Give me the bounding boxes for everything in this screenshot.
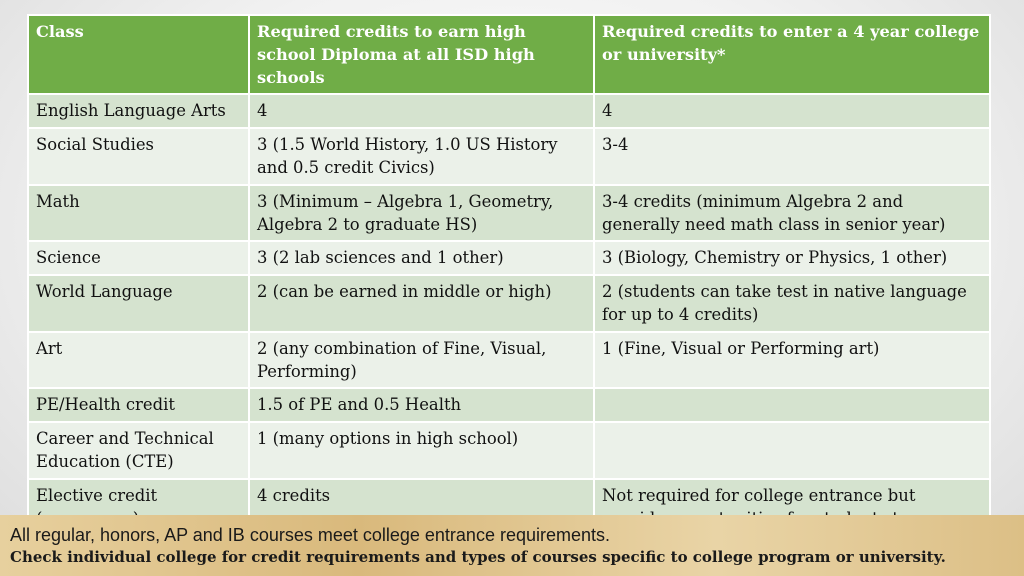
cell-line: Social Studies [36,135,154,155]
cell-class [28,241,249,275]
table-row [28,185,990,242]
cell-college-credits [594,128,990,185]
cell-class [28,94,249,128]
footer-banner [0,515,1024,576]
table-row [28,94,990,128]
footer-note: All regular, honors, AP and IB courses meet college entrance requirements. [10,525,611,545]
cell-hs-credits [249,241,594,275]
cell-line: World Language [36,282,173,302]
table-row [28,128,990,185]
cell-hs-credits [249,128,594,185]
cell-line: Math [36,191,80,211]
header-class: Class [28,15,249,94]
cell-class [28,185,249,242]
cell-line: 3-4 [602,135,629,155]
cell-line: 4 credits [257,485,331,505]
cell-line: and 0.5 credit Civics) [257,157,435,177]
cell-line: Performing) [257,361,357,381]
cell-class [28,128,249,185]
table-header-row [28,15,990,94]
cell-line: Algebra 2 to graduate HS) [257,214,478,234]
table-row [28,241,990,275]
cell-hs-credits [249,94,594,128]
cell-class [28,275,249,332]
table-row [28,422,990,479]
footer-advice: Check individual college for credit requirements and types of courses specific to college program or university. [10,548,946,566]
header-hs-credits: Required credits to earn high school Diploma at all ISD high schools [249,15,594,94]
cell-line: 3-4 credits (minimum Algebra 2 and [602,191,904,211]
cell-college-credits [594,185,990,242]
cell-line: 2 (students can take test in native language [602,282,967,302]
cell-class [28,422,249,479]
cell-line: 3 (1.5 World History, 1.0 US History [257,135,558,155]
cell-college-credits [594,241,990,275]
cell-line: English Language Arts [36,101,226,121]
cell-hs-credits [249,422,594,479]
table-body [28,94,990,558]
cell-line: Not required for college entrance but [602,485,916,505]
cell-college-credits [594,422,990,479]
cell-line: Career and Technical [36,429,214,449]
cell-line: Science [36,248,101,268]
cell-college-credits [594,275,990,332]
table-row [28,388,990,422]
credits-table-container [27,14,989,559]
cell-college-credits [594,332,990,389]
cell-line: 1 (many options in high school) [257,429,519,449]
cell-line: 2 (can be earned in middle or high) [257,282,552,302]
cell-line: 2 (any combination of Fine, Visual, [257,338,547,358]
cell-line: PE/Health credit [36,395,175,415]
cell-hs-credits [249,185,594,242]
cell-line: Elective credit [36,485,158,505]
cell-hs-credits [249,388,594,422]
cell-line: 3 (2 lab sciences and 1 other) [257,248,504,268]
credits-table [27,14,991,559]
cell-line: generally need math class in senior year) [602,214,946,234]
header-college-credits: Required credits to enter a 4 year college or university* [594,15,990,94]
table-row [28,332,990,389]
table-row [28,275,990,332]
cell-line: 4 [257,101,268,121]
cell-class [28,332,249,389]
cell-hs-credits [249,275,594,332]
cell-line: Education (CTE) [36,451,174,471]
cell-line: Art [36,338,63,358]
cell-hs-credits [249,332,594,389]
cell-class [28,388,249,422]
cell-college-credits [594,388,990,422]
cell-line: for up to 4 credits) [602,304,759,324]
cell-line: 4 [602,101,613,121]
cell-line: 1 (Fine, Visual or Performing art) [602,338,880,358]
cell-line: 3 (Biology, Chemistry or Physics, 1 other) [602,248,948,268]
cell-line: 3 (Minimum – Algebra 1, Geometry, [257,191,554,211]
cell-college-credits [594,94,990,128]
cell-line: 1.5 of PE and 0.5 Health [257,395,462,415]
